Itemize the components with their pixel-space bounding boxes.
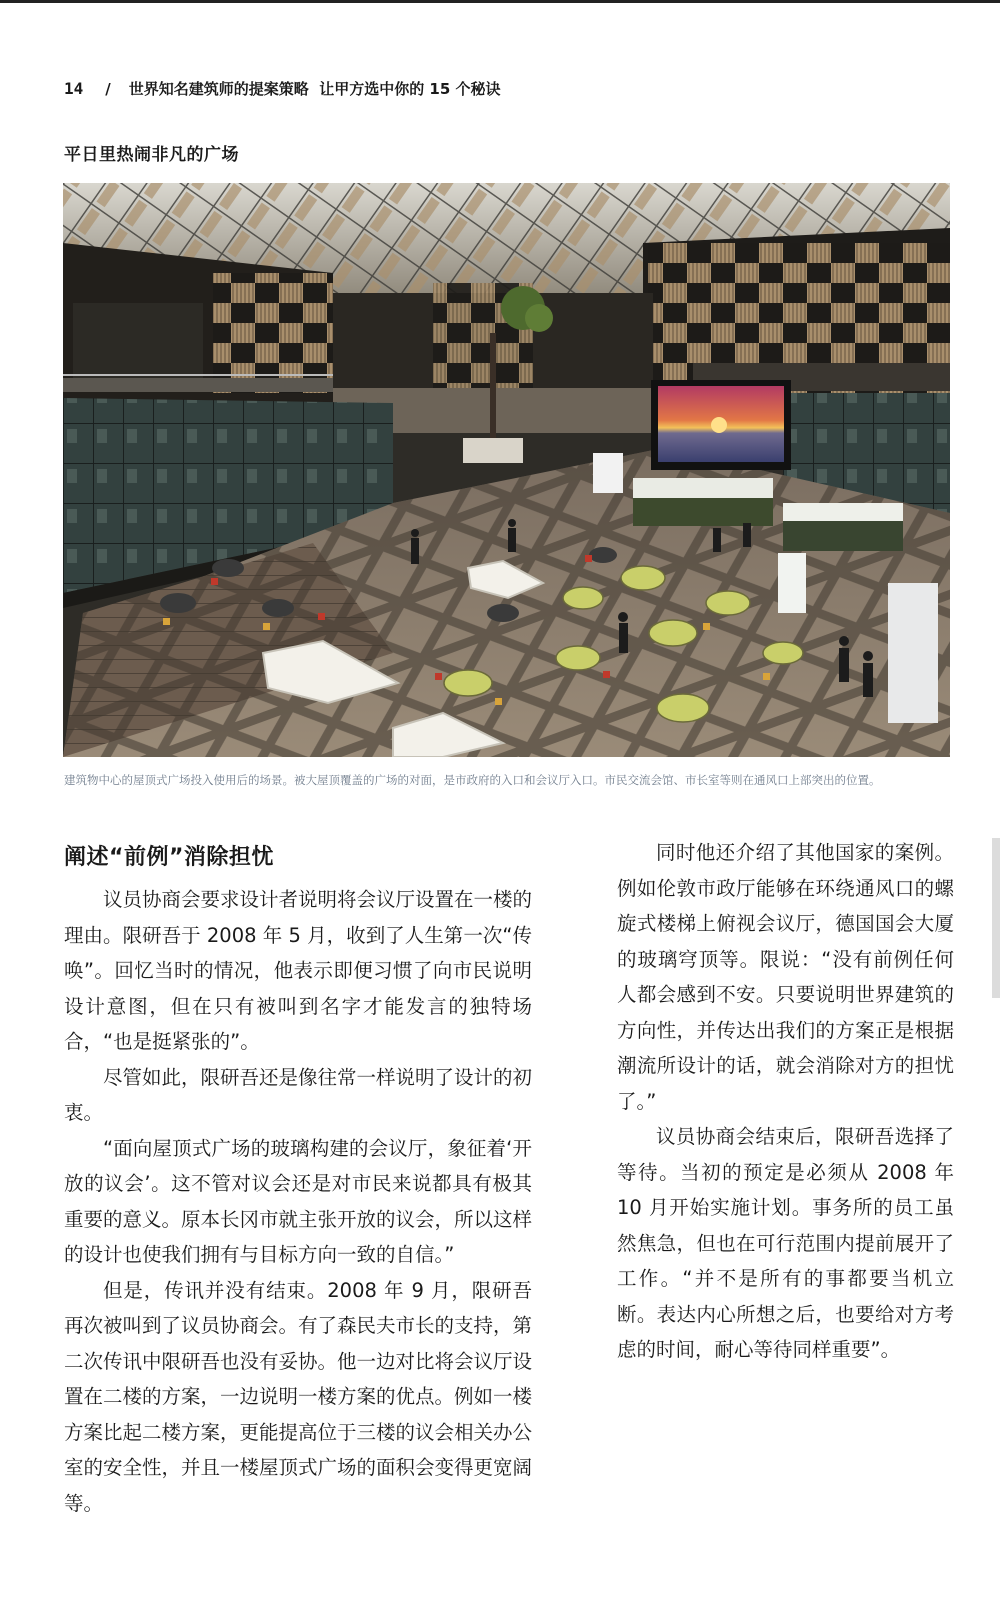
paragraph: “面向屋顶式广场的玻璃构建的会议厅，象征着‘开放的议会’。这不管对议会还是对市民来说都具有极其重要的意义。原本长冈市就主张开放的议会，所以这样的设计也使我们拥有与目标方向一致的自信。” [64,1136,533,1266]
header-separator: / [105,79,111,98]
video-screen [651,380,791,470]
top-border [0,0,1000,3]
running-header [64,78,501,102]
book-title: 世界知名建筑师的提案策略 让甲方选中你的 15 个秘诀 [128,80,501,98]
paragraph: 同时他还介绍了其他国家的案例。例如伦敦市政厅能够在环绕通风口的螺旋式楼梯上俯视会议厅，德国国会大厦的玻璃穹顶等。限说：“没有前例任何人都会感到不安。只要说明世界建筑的方向性，并传达出我们的方案正是根据潮流所设计的话，就会消除对方的担忧了。” [617,841,954,1113]
article-title: 阐述“前例”消除担忧 [64,845,274,870]
left-column [64,882,532,1521]
paragraph: 议员协商会要求设计者说明将会议厅设置在一楼的理由。限研吾于 2008 年 5 月，收到了人生第一次“传唤”。回忆当时的情况，他表示即便习惯了向市民说明设计意图，但在只有被叫到名字才能发言的独特场合，“也是挺紧张的”。 [64,888,533,1053]
atrium-photo [63,183,950,757]
page-edge-marker [992,838,1000,998]
atrium-illustration [63,183,950,757]
paragraph: 尽管如此，限研吾还是像往常一样说明了设计的初衷。 [64,1065,533,1124]
paragraph: 但是，传讯并没有结束。2008 年 9 月，限研吾再次被叫到了议员协商会。有了森民夫市长的支持，第二次传讯中限研吾也没有妥协。他一边对比将会议厅设置在二楼的方案，一边说明一楼方案的优点。例如一楼方案比起二楼方案，更能提高位于三楼的议会相关办公室的安全性，并且一楼屋顶式广场的面积会变得更宽阔等。 [64,1278,533,1515]
photo-caption: 建筑物中心的屋顶式广场投入使用后的场景。被大屋顶覆盖的广场的对面，是市政府的入口和会议厅入口。市民交流会馆、市长室等则在通风口上部突出的位置。 [64,773,881,787]
section-label: 平日里热闹非凡的广场 [64,145,239,165]
paragraph: 议员协商会结束后，限研吾选择了等待。当初的预定是必须从 2008 年 10 月开始实施计划。事务所的员工虽然焦急，但也在可行范围内提前展开了工作。“并不是所有的事都要当机立断。表达内心所想之后，也要给对方考虑的时间，耐心等待同样重要”。 [617,1125,954,1361]
page-number: 14 [64,79,84,98]
right-column [617,835,954,1368]
